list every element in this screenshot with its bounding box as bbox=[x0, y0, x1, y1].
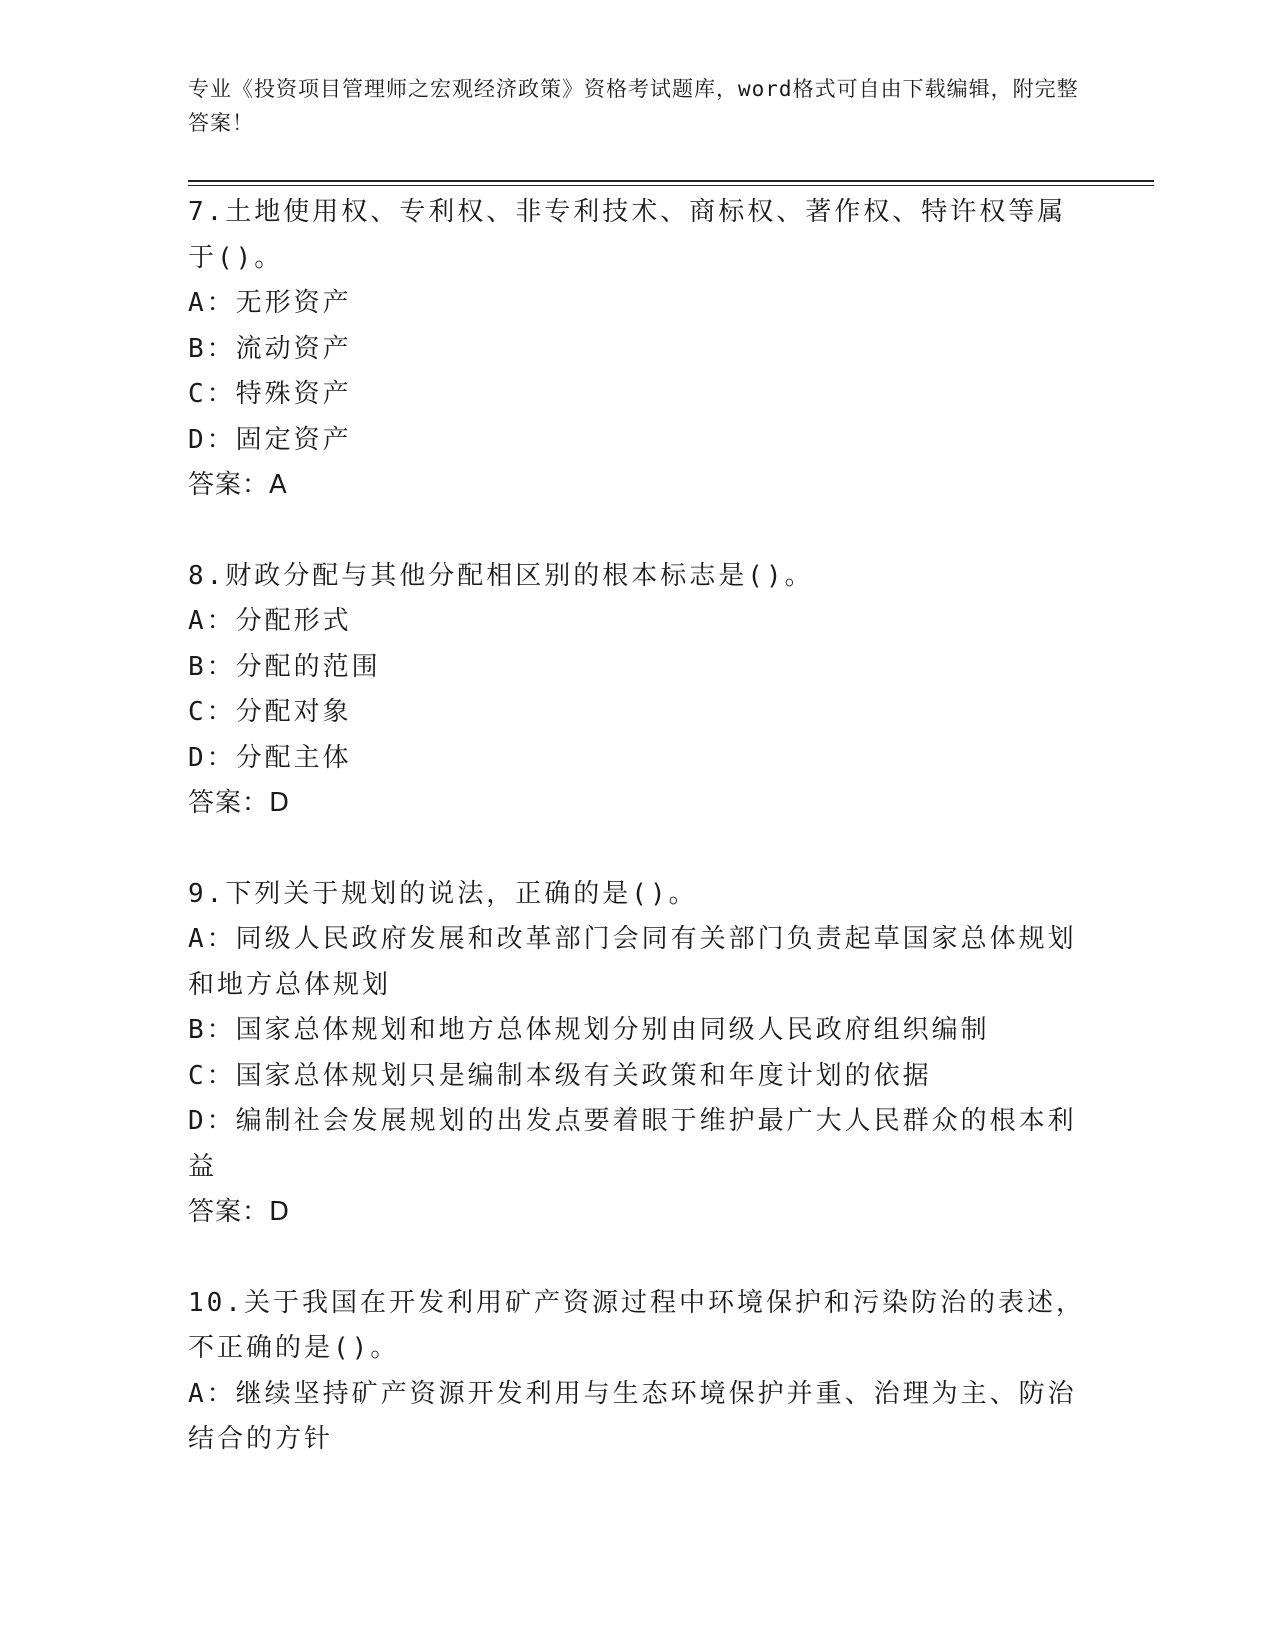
question-9 bbox=[188, 872, 1088, 1236]
question-stem: 8.财政分配与其他分配相区别的根本标志是()。 bbox=[188, 560, 814, 591]
answer: 答案：A bbox=[188, 470, 288, 500]
header-rule-thick bbox=[188, 180, 1154, 182]
question-10 bbox=[188, 1281, 1088, 1463]
option-d: D：分配主体 bbox=[188, 742, 352, 773]
question-list bbox=[188, 190, 1088, 1508]
answer: 答案：D bbox=[188, 1197, 291, 1227]
option-c: C：国家总体规划只是编制本级有关政策和年度计划的依据 bbox=[188, 1060, 932, 1091]
header-rule-thin bbox=[188, 185, 1154, 186]
option-d: D：编制社会发展规划的出发点要着眼于维护最广大人民群众的根本利益 bbox=[188, 1106, 1077, 1182]
question-8 bbox=[188, 554, 1088, 827]
option-d: D：固定资产 bbox=[188, 424, 352, 455]
option-b: B：国家总体规划和地方总体规划分别由同级人民政府组织编制 bbox=[188, 1015, 990, 1045]
question-stem: 9.下列关于规划的说法，正确的是()。 bbox=[188, 878, 698, 909]
question-stem: 10.关于我国在开发利用矿产资源过程中环境保护和污染防治的表述，不正确的是()。 bbox=[188, 1287, 1085, 1363]
answer: 答案：D bbox=[188, 788, 291, 818]
question-stem: 7.土地使用权、专利权、非专利技术、商标权、著作权、特许权等属于()。 bbox=[188, 197, 1067, 273]
option-a: A：无形资产 bbox=[188, 288, 352, 318]
option-b: B：分配的范围 bbox=[188, 651, 381, 682]
option-a: A：分配形式 bbox=[188, 606, 352, 636]
option-b: B：流动资产 bbox=[188, 333, 352, 364]
option-a: A：继续坚持矿产资源开发利用与生态环境保护并重、治理为主、防治结合的方针 bbox=[188, 1378, 1077, 1454]
document-header: 专业《投资项目管理师之宏观经济政策》资格考试题库，word格式可自由下载编辑，附完整答案！ bbox=[188, 77, 1079, 135]
option-c: C：特殊资产 bbox=[188, 379, 352, 409]
option-c: C：分配对象 bbox=[188, 697, 352, 727]
option-a: A：同级人民政府发展和改革部门会同有关部门负责起草国家总体规划和地方总体规划 bbox=[188, 924, 1077, 1000]
question-7 bbox=[188, 190, 1088, 509]
